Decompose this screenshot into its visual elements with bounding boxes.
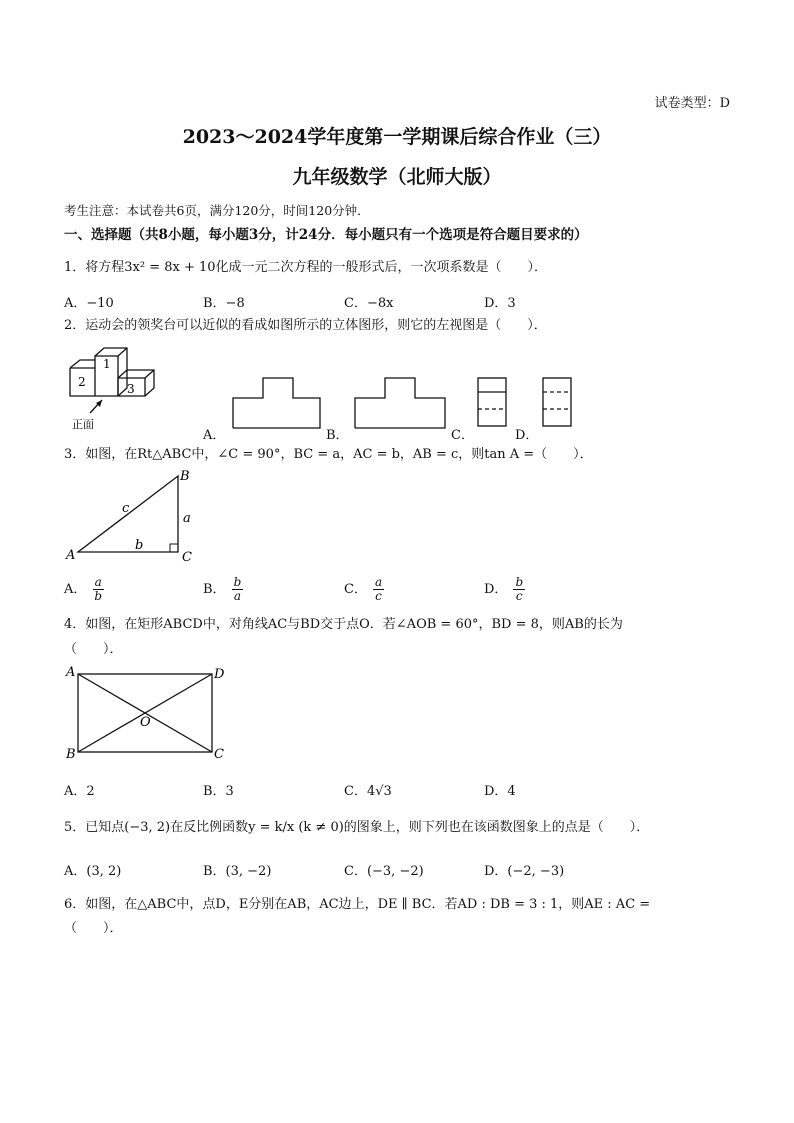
paper-type: 试卷类型：D xyxy=(654,96,730,111)
page-subtitle: 九年级数学（北师大版） xyxy=(292,166,502,188)
q3-option-b: B． $\frac{b}{a}$ xyxy=(203,575,242,603)
section-heading: 一、选择题（共8小题，每小题3分，计24分．每小题只有一个选项是符合题目要求的） xyxy=(64,227,588,243)
exam-notice: 考生注意：本试卷共6页，满分120分，时间120分钟． xyxy=(64,203,370,218)
q1-option-b: B．−8 xyxy=(203,296,245,311)
q1-option-c: C．−8x xyxy=(344,296,394,311)
q3-option-c: C． $\frac{a}{c}$ xyxy=(344,575,383,603)
q2-option-a-figure xyxy=(225,370,330,435)
q2-option-d-label: D． xyxy=(515,428,539,443)
podium-3d-figure xyxy=(60,338,170,433)
q2-option-c-figure xyxy=(472,372,512,432)
q5-option-c: C．(−3, −2) xyxy=(344,864,424,879)
q6-stem-paren: （ ）． xyxy=(64,921,123,936)
podium-label-1: 1 xyxy=(103,357,111,371)
q4-option-c: C．4√3 xyxy=(344,784,392,799)
q1-option-a: A．−10 xyxy=(64,296,114,311)
q1-stem: 1．将方程3x² = 8x + 10化成一元二次方程的一般形式后，一次项系数是（ ）． xyxy=(64,260,548,275)
q2-option-a-label: A． xyxy=(203,428,226,443)
q3-option-a: A． $\frac{a}{b}$ xyxy=(64,575,103,603)
rect-label-d: D xyxy=(214,667,225,682)
rect-label-b: B xyxy=(66,747,76,762)
triangle-label-b-vertex: B xyxy=(180,469,190,484)
rectangle-figure xyxy=(62,662,232,767)
q4-option-a: A．2 xyxy=(64,784,95,799)
q6-stem: 6．如图，在△ABC中，点D，E分别在AB，AC边上，DE ∥ BC．若AD : DB = 3 : 1，则AE : AC = xyxy=(64,897,651,912)
rect-label-o: O xyxy=(140,715,151,730)
q2-stem: 2．运动会的领奖台可以近似的看成如图所示的立体图形，则它的左视图是（ ）． xyxy=(64,318,547,333)
podium-label-3: 3 xyxy=(127,382,135,396)
q4-option-d: D．4 xyxy=(484,784,516,799)
podium-label-2: 2 xyxy=(78,375,86,389)
rect-label-a: A xyxy=(66,665,76,680)
q4-option-b: B．3 xyxy=(203,784,234,799)
q2-option-d-figure xyxy=(537,372,577,432)
triangle-label-a-vertex: A xyxy=(66,548,76,563)
q4-stem-paren: （ ）． xyxy=(64,642,123,657)
rect-label-c: C xyxy=(214,747,224,762)
q5-option-b: B．(3, −2) xyxy=(203,864,272,879)
q3-option-d: D． $\frac{b}{c}$ xyxy=(484,575,524,603)
q2-option-c-label: C． xyxy=(451,428,474,443)
podium-label-front: 正面 xyxy=(72,418,94,431)
q2-option-b-label: B． xyxy=(326,428,349,443)
triangle-side-a: a xyxy=(183,511,191,526)
q1-option-d: D．3 xyxy=(484,296,516,311)
q4-stem: 4．如图，在矩形ABCD中，对角线AC与BD交于点O．若∠AOB = 60°，BD = 8，则AB的长为 xyxy=(64,617,623,632)
right-triangle-figure xyxy=(62,466,202,566)
q2-option-b-figure xyxy=(347,370,452,435)
q5-stem: 5．已知点(−3, 2)在反比例函数y = k/x (k ≠ 0)的图象上，则下列也在该函数图象上的点是（ ）． xyxy=(64,820,650,835)
page-title: 2023～2024学年度第一学期课后综合作业（三） xyxy=(182,126,612,148)
triangle-side-b: b xyxy=(135,538,144,553)
triangle-label-c-vertex: C xyxy=(182,550,192,565)
triangle-side-c: c xyxy=(122,501,130,516)
q5-option-a: A．(3, 2) xyxy=(64,864,122,879)
q5-option-d: D．(−2, −3) xyxy=(484,864,565,879)
q3-stem: 3．如图，在Rt△ABC中，∠C = 90°，BC = a，AC = b，AB = c，则tan A =（ ）． xyxy=(64,447,593,462)
